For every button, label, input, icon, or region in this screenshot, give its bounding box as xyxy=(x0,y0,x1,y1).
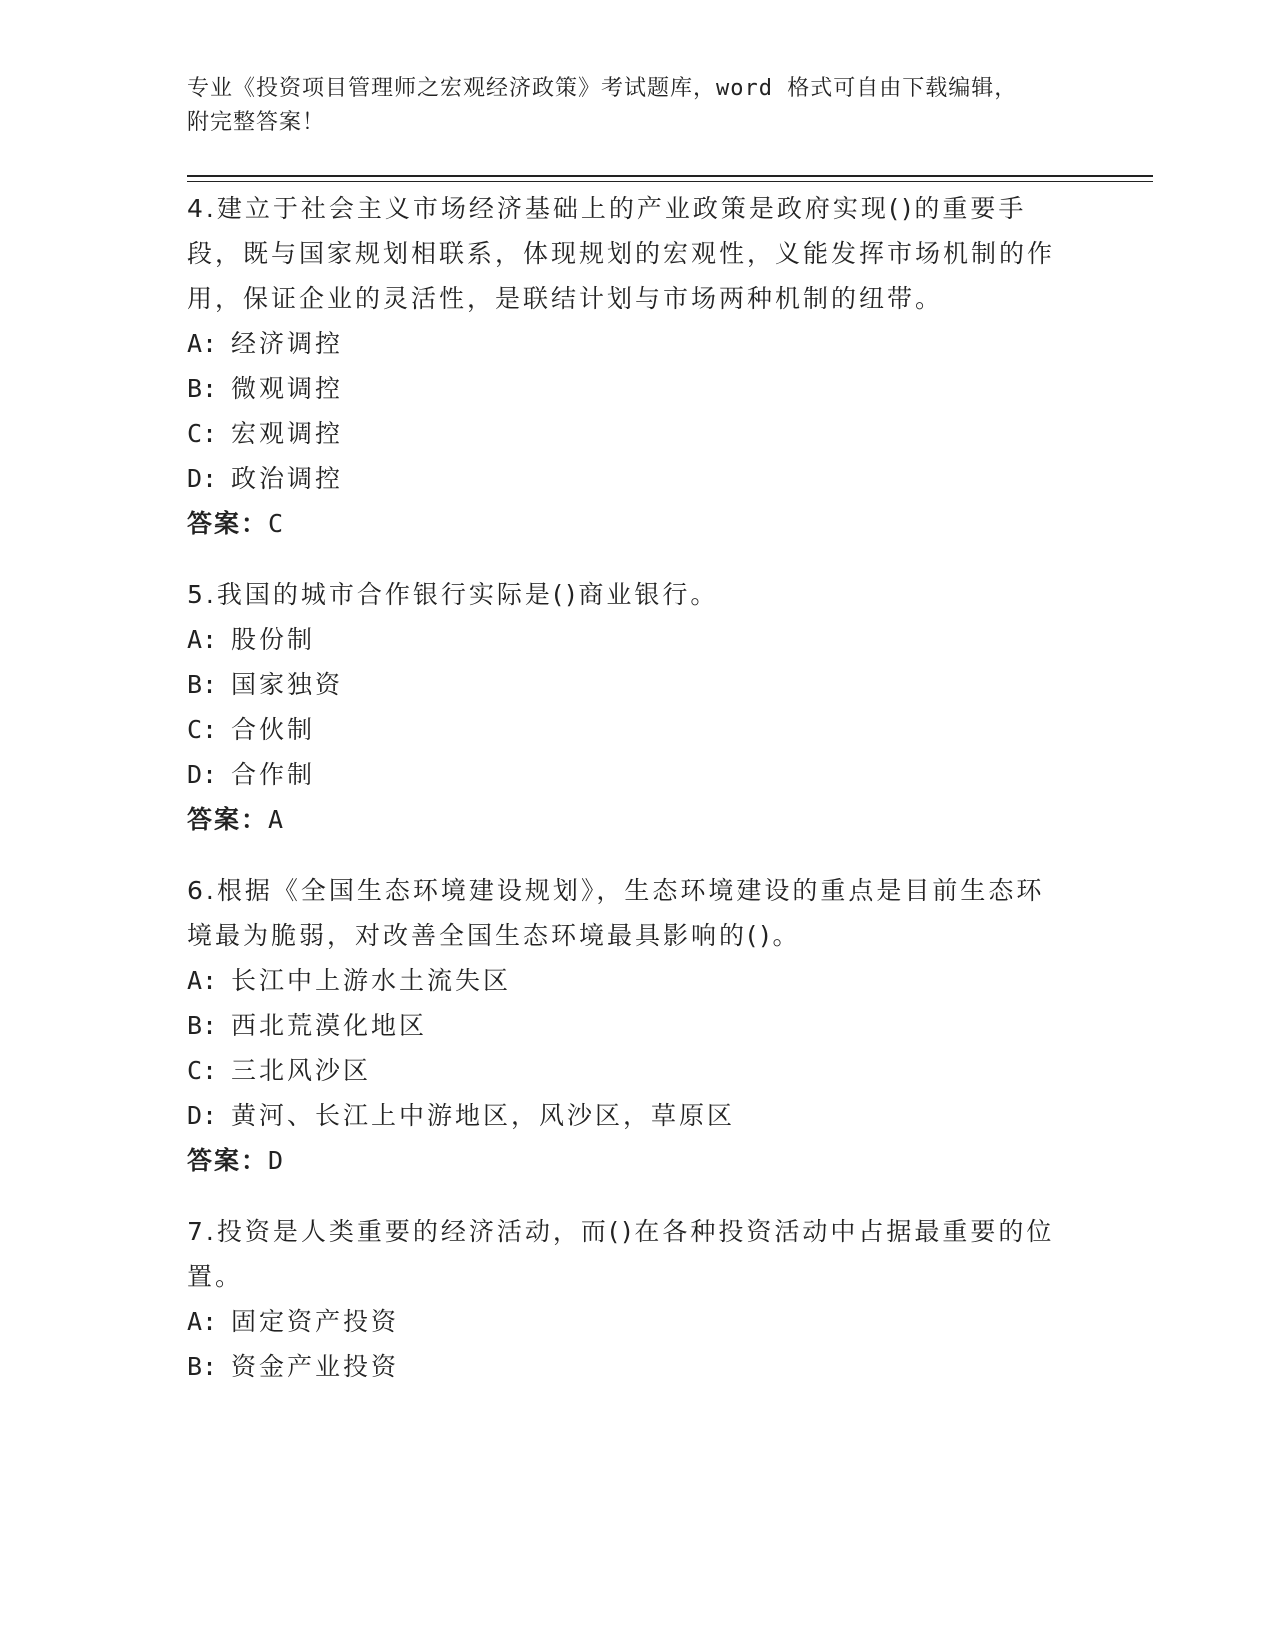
question-stem: 7.投资是人类重要的经济活动，而()在各种投资活动中占据最重要的位置。 xyxy=(187,1217,1055,1291)
option-text: 合作制 xyxy=(231,760,316,789)
question-stem: 6.根据《全国生态环境建设规划》，生态环境建设的重点是目前生态环境最为脆弱，对改善全国生态环境最具影响的()。 xyxy=(187,876,1045,950)
option-key: C: xyxy=(187,419,218,448)
question-stem: 4.建立于社会主义市场经济基础上的产业政策是政府实现()的重要手段，既与国家规划相联系，体现规划的宏观性，义能发挥市场机制的作用，保证企业的灵活性，是联结计划与市场两种机制的纽带。 xyxy=(187,194,1056,313)
option-key: B: xyxy=(187,374,218,403)
option-text: 股份制 xyxy=(231,625,316,654)
option-key: B: xyxy=(187,1011,218,1040)
answer-value: A xyxy=(268,805,286,834)
option-key: B: xyxy=(187,670,218,699)
option-key: D: xyxy=(187,464,218,493)
option-b xyxy=(187,1003,1067,1048)
option-text: 固定资产投资 xyxy=(231,1307,400,1336)
option-text: 资金产业投资 xyxy=(231,1352,400,1381)
option-text: 三北风沙区 xyxy=(231,1056,372,1085)
question-4 xyxy=(187,186,1067,546)
document-header xyxy=(187,72,1067,140)
option-text: 政治调控 xyxy=(231,464,344,493)
answer-line xyxy=(187,1138,1067,1183)
question-5 xyxy=(187,572,1067,842)
option-key: B: xyxy=(187,1352,218,1381)
header-line-1: 专业《投资项目管理师之宏观经济政策》考试题库，word 格式可自由下载编辑， xyxy=(187,76,1018,101)
answer-line xyxy=(187,797,1067,842)
option-d xyxy=(187,456,1067,501)
answer-line xyxy=(187,501,1067,546)
answer-label: 答案： xyxy=(187,509,269,538)
option-key: A: xyxy=(187,966,218,995)
option-a xyxy=(187,617,1067,662)
option-text: 国家独资 xyxy=(231,670,344,699)
option-key: D: xyxy=(187,1101,218,1130)
question-stem: 5.我国的城市合作银行实际是()商业银行。 xyxy=(187,580,719,609)
option-text: 长江中上游水土流失区 xyxy=(231,966,512,995)
option-text: 合伙制 xyxy=(231,715,316,744)
option-key: A: xyxy=(187,329,218,358)
question-7 xyxy=(187,1209,1067,1389)
option-text: 宏观调控 xyxy=(231,419,344,448)
option-key: C: xyxy=(187,715,218,744)
option-text: 西北荒漠化地区 xyxy=(231,1011,428,1040)
answer-label: 答案： xyxy=(187,805,269,834)
option-text: 经济调控 xyxy=(231,329,344,358)
option-b xyxy=(187,1344,1067,1389)
answer-value: D xyxy=(268,1146,286,1175)
option-key: C: xyxy=(187,1056,218,1085)
answer-value: C xyxy=(268,509,286,538)
question-6 xyxy=(187,868,1067,1183)
question-list xyxy=(187,186,1067,1415)
option-d xyxy=(187,752,1067,797)
option-c xyxy=(187,411,1067,456)
header-rule-thin xyxy=(187,181,1153,182)
option-b xyxy=(187,662,1067,707)
option-c xyxy=(187,1048,1067,1093)
option-key: A: xyxy=(187,625,218,654)
header-line-2: 附完整答案！ xyxy=(187,110,326,135)
option-a xyxy=(187,321,1067,366)
option-d xyxy=(187,1093,1067,1138)
option-a xyxy=(187,958,1067,1003)
option-text: 黄河、长江上中游地区，风沙区，草原区 xyxy=(231,1101,736,1130)
option-a xyxy=(187,1299,1067,1344)
option-text: 微观调控 xyxy=(231,374,344,403)
header-rule-thick xyxy=(187,175,1153,177)
option-key: A: xyxy=(187,1307,218,1336)
answer-label: 答案： xyxy=(187,1146,269,1175)
option-c xyxy=(187,707,1067,752)
option-key: D: xyxy=(187,760,218,789)
option-b xyxy=(187,366,1067,411)
